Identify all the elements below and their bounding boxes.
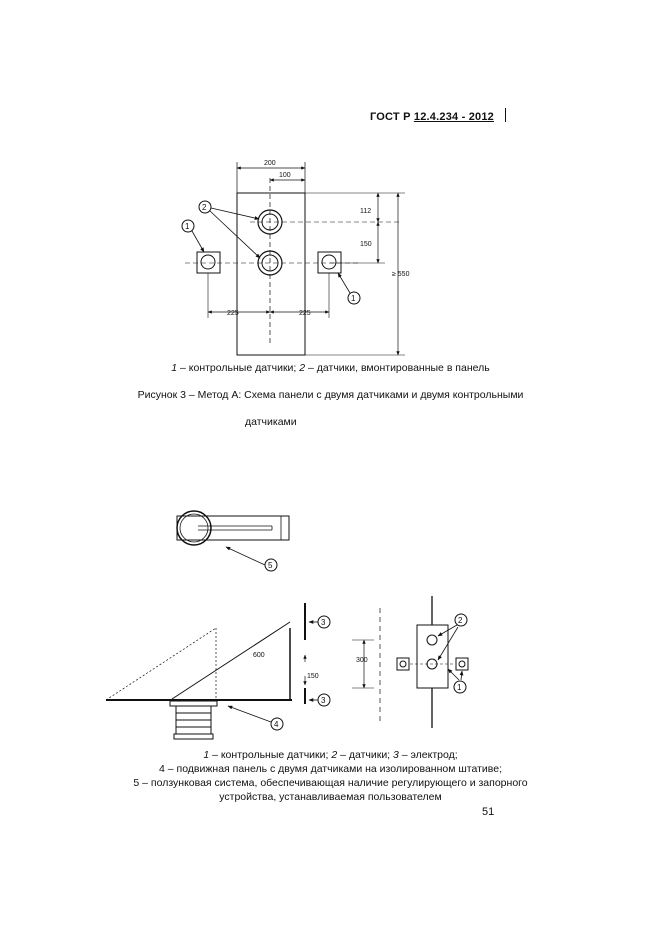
callout-1-left-label: 1 — [185, 222, 190, 231]
page-number: 51 — [482, 806, 495, 818]
dim-150: 150 — [360, 241, 372, 248]
figure4-legend-line2: 4 – подвижная панель с двумя датчиками на изолированном штативе; — [159, 763, 502, 775]
standard-number: 12.4.234 - 2012 — [413, 111, 494, 123]
figure3-title-line2: датчиками — [245, 416, 297, 428]
callout-2-label: 2 — [202, 203, 207, 212]
front-panel — [417, 625, 448, 688]
dim-100: 100 — [279, 172, 291, 179]
side-view — [106, 603, 380, 739]
dim-200: 200 — [264, 160, 276, 167]
front-ref-right — [456, 658, 468, 670]
callout-3a-label: 3 — [321, 618, 326, 627]
legend2-num-2: 2 — [331, 749, 338, 761]
callout-3b-label: 3 — [321, 696, 326, 705]
dim-225-left: 225 — [227, 310, 239, 317]
figure3-drawing — [182, 162, 405, 355]
callout-2-front-label: 2 — [458, 616, 463, 625]
legend-num-2: 2 — [299, 362, 306, 374]
reference-sensor-right — [318, 252, 341, 273]
header-prefix: ГОСТ Р — [370, 111, 411, 123]
callout-5-label: 5 — [268, 561, 273, 570]
figure3-legend — [0, 362, 661, 374]
dim-300: 300 — [356, 657, 368, 664]
dim-225-right: 225 — [299, 310, 311, 317]
reference-sensor-left — [197, 252, 220, 273]
dim-600: 600 — [253, 652, 265, 659]
front-ref-left — [397, 658, 409, 670]
callout-1-front-label: 1 — [457, 683, 462, 692]
figure3-title-line1: Рисунок 3 – Метод А: Схема панели с двумя датчиками и двумя контрольными — [137, 389, 524, 401]
dim-550: ≥ 550 — [392, 271, 410, 278]
figure4-legend-line1 — [0, 749, 661, 761]
dim-150-gap: 150 — [307, 673, 319, 680]
legend2-text-3: – электрод; — [398, 749, 458, 761]
front-sensor-top — [427, 635, 437, 645]
legend2-num-3: 3 — [393, 749, 399, 761]
legend2-text-2: – датчики; — [337, 749, 394, 761]
legend-text-2: – датчики, вмонтированные в панель — [305, 362, 490, 374]
legend-num-1: 1 — [171, 362, 178, 374]
dim-112: 112 — [360, 208, 372, 215]
legend2-text-1: – контрольные датчики; — [209, 749, 332, 761]
figure4-legend-line3: 5 – ползунковая система, обеспечивающая наличие регулирующего и запорного — [133, 777, 528, 789]
figure4-legend-line4: устройства, устанавливаемая пользователем — [219, 791, 442, 803]
legend-text-1: – контрольные датчики; — [177, 362, 300, 374]
callout-1-right-label: 1 — [351, 294, 356, 303]
callout-4-label: 4 — [274, 720, 279, 729]
panel — [237, 193, 305, 355]
legend2-num-1: 1 — [203, 749, 210, 761]
